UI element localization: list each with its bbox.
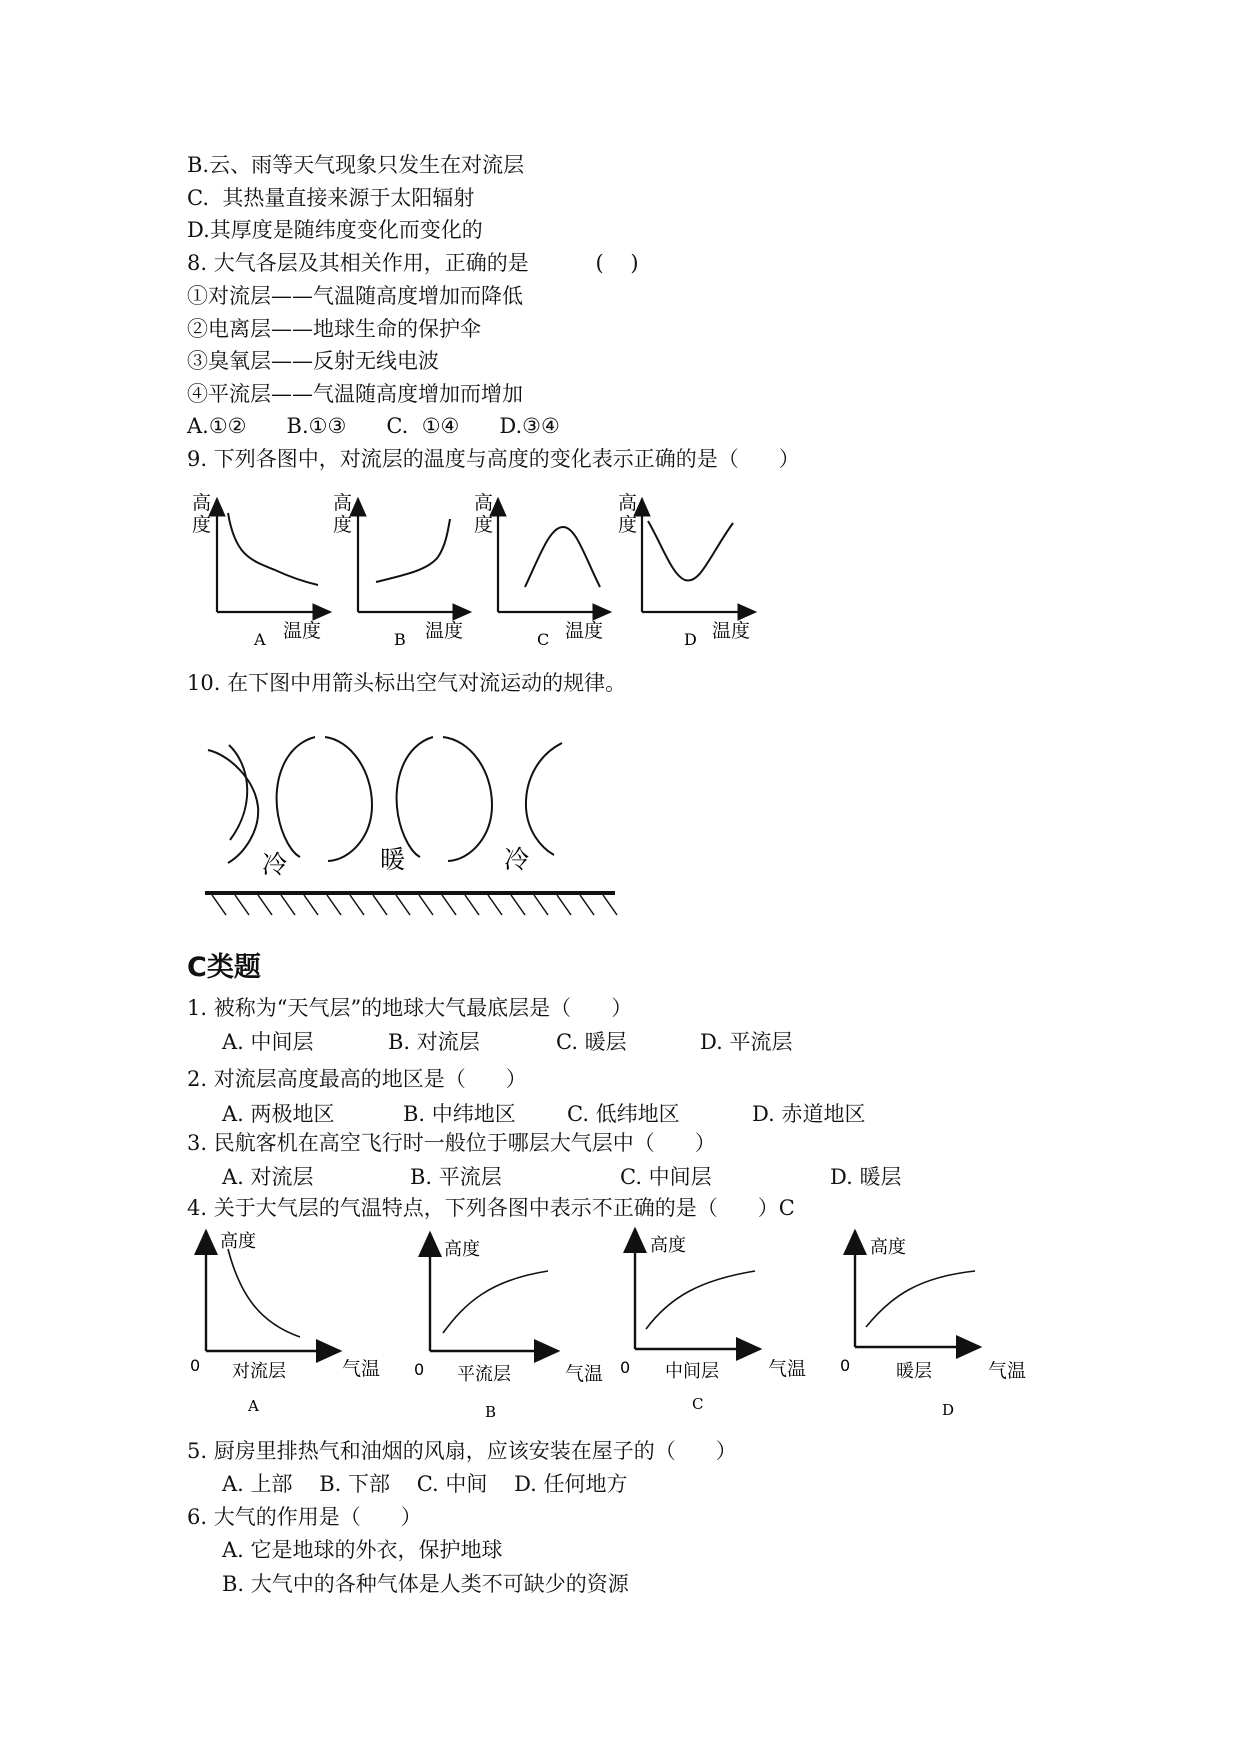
graph-letter: C xyxy=(537,630,550,649)
cell-1-right-arc xyxy=(325,737,372,861)
c-q4-graph-c xyxy=(620,1229,806,1413)
hatch-mark xyxy=(419,895,433,915)
graph-letter: A xyxy=(248,1397,259,1415)
layer-label: 对流层 xyxy=(232,1361,286,1382)
left-cell-upper-arc xyxy=(229,745,247,840)
y-label: 高度 xyxy=(870,1237,906,1258)
left-cell-arc xyxy=(208,750,258,863)
x-label: 气温 xyxy=(768,1358,807,1380)
x-label: 温度 xyxy=(425,620,464,642)
question-10: 10. 在下图中用箭头标出空气对流运动的规律。 xyxy=(187,671,627,695)
c-q6-option-a: A. 它是地球的外衣，保护地球 xyxy=(222,1538,503,1562)
question-8: 8. 大气各层及其相关作用，正确的是 ( ) xyxy=(187,251,639,275)
c-q4-graph-a xyxy=(190,1231,380,1415)
curve xyxy=(646,1271,755,1329)
option-b-q7: B.云、雨等天气现象只发生在对流层 xyxy=(187,153,525,177)
c-q2-option-a: A. 两极地区 xyxy=(222,1102,335,1126)
option-d-q7: D.其厚度是随纬度变化而变化的 xyxy=(187,218,483,242)
hatch-mark xyxy=(511,895,525,915)
curve xyxy=(228,1249,300,1337)
c-question-3: 3. 民航客机在高空飞行时一般位于哪层大气层中（ ） xyxy=(187,1131,716,1155)
label-cold-right: 冷 xyxy=(504,845,530,874)
graph-letter: B xyxy=(394,630,406,649)
right-cell-arc xyxy=(526,743,562,855)
c-question-1: 1. 被称为“天气层”的地球大气最底层是（ ） xyxy=(187,996,633,1020)
x-label: 温度 xyxy=(565,620,604,642)
curve xyxy=(648,521,733,581)
q9-graph-c xyxy=(474,492,610,649)
hatch-mark xyxy=(258,895,272,915)
c-q3-option-d: D. 暖层 xyxy=(830,1165,902,1189)
curve xyxy=(228,513,318,585)
hatch-mark xyxy=(235,895,249,915)
c-q3-option-c: C. 中间层 xyxy=(620,1165,712,1189)
cell-2-right-arc xyxy=(443,737,492,861)
q9-graph-a xyxy=(192,492,330,649)
question-9: 9. 下列各图中，对流层的温度与高度的变化表示正确的是（ ） xyxy=(187,447,800,471)
ground-hatching xyxy=(212,895,617,915)
cell-1-left-arc xyxy=(277,737,315,857)
y-label-bottom: 度 xyxy=(474,514,494,536)
hatch-mark xyxy=(580,895,594,915)
c-q1-option-d: D. 平流层 xyxy=(700,1030,793,1054)
y-label-top: 高 xyxy=(474,492,494,514)
c-q5-options: A. 上部 B. 下部 C. 中间 D. 任何地方 xyxy=(222,1472,628,1496)
label-cold-left: 冷 xyxy=(262,850,288,879)
c-q2-option-c: C. 低纬地区 xyxy=(567,1102,680,1126)
c-q1-option-b: B. 对流层 xyxy=(388,1030,480,1054)
y-label: 高度 xyxy=(220,1231,256,1252)
y-label: 高度 xyxy=(444,1239,480,1260)
y-label: 高度 xyxy=(650,1235,686,1256)
hatch-mark xyxy=(534,895,548,915)
y-label-top: 高 xyxy=(192,492,212,514)
section-c-heading: C类题 xyxy=(187,952,261,983)
c-question-2: 2. 对流层高度最高的地区是（ ） xyxy=(187,1067,527,1091)
x-label: 温度 xyxy=(712,620,751,642)
x-label: 气温 xyxy=(565,1363,604,1385)
y-label-top: 高 xyxy=(618,492,638,514)
q8-statement-2: ②电离层——地球生命的保护伞 xyxy=(187,317,481,341)
hatch-mark xyxy=(442,895,456,915)
graph-letter: B xyxy=(485,1403,497,1421)
y-label-bottom: 度 xyxy=(192,514,212,536)
origin-label: 0 xyxy=(190,1356,201,1375)
q8-statement-1: ①对流层——气温随高度增加而降低 xyxy=(187,284,523,308)
curve xyxy=(525,527,600,587)
c-q6-option-b: B. 大气中的各种气体是人类不可缺少的资源 xyxy=(222,1572,629,1596)
layer-label: 暖层 xyxy=(896,1361,932,1382)
c-question-5: 5. 厨房里排热气和油烟的风扇，应该安装在屋子的（ ） xyxy=(187,1439,737,1463)
origin-label: 0 xyxy=(840,1356,851,1375)
y-label-bottom: 度 xyxy=(333,514,353,536)
q8-statement-4: ④平流层——气温随高度增加而增加 xyxy=(187,382,523,406)
q8-options: A.①② B.①③ C. ①④ D.③④ xyxy=(187,414,560,438)
curve xyxy=(443,1271,548,1333)
origin-label: 0 xyxy=(620,1358,631,1377)
label-warm: 暖 xyxy=(380,845,406,874)
c-question-6: 6. 大气的作用是（ ） xyxy=(187,1505,422,1529)
c-q4-graphs xyxy=(180,1225,1060,1425)
x-label: 气温 xyxy=(988,1360,1027,1382)
y-label-top: 高 xyxy=(333,492,353,514)
q8-statement-3: ③臭氧层——反射无线电波 xyxy=(187,349,439,373)
c-q4-graph-b xyxy=(414,1233,603,1421)
graph-letter: D xyxy=(942,1401,955,1419)
c-q3-option-a: A. 对流层 xyxy=(222,1165,314,1189)
hatch-mark xyxy=(373,895,387,915)
layer-label: 平流层 xyxy=(457,1364,511,1385)
x-label: 气温 xyxy=(342,1358,381,1380)
cell-2-left-arc xyxy=(397,737,433,857)
q9-graph-d xyxy=(618,492,755,649)
hatch-mark xyxy=(603,895,617,915)
c-q3-option-b: B. 平流层 xyxy=(410,1165,502,1189)
curve xyxy=(866,1271,975,1327)
c-q1-option-a: A. 中间层 xyxy=(222,1030,314,1054)
q9-graphs xyxy=(180,485,780,655)
curve xyxy=(376,519,450,582)
layer-label: 中间层 xyxy=(665,1361,719,1382)
x-label: 温度 xyxy=(283,620,322,642)
option-c-q7: C. 其热量直接来源于太阳辐射 xyxy=(187,186,475,210)
y-label-bottom: 度 xyxy=(618,514,638,536)
q10-convection-diagram xyxy=(200,725,620,925)
c-q4-graph-d xyxy=(840,1231,1026,1419)
c-q1-option-c: C. 暖层 xyxy=(556,1030,627,1054)
hatch-mark xyxy=(465,895,479,915)
q9-graph-b xyxy=(333,492,470,649)
c-q2-option-d: D. 赤道地区 xyxy=(752,1102,866,1126)
hatch-mark xyxy=(350,895,364,915)
hatch-mark xyxy=(396,895,410,915)
hatch-mark xyxy=(281,895,295,915)
origin-label: 0 xyxy=(414,1360,425,1379)
hatch-mark xyxy=(488,895,502,915)
c-question-4: 4. 关于大气层的气温特点，下列各图中表示不正确的是（ ）C xyxy=(187,1196,795,1220)
hatch-mark xyxy=(212,895,226,915)
graph-letter: C xyxy=(692,1395,704,1413)
c-q2-option-b: B. 中纬地区 xyxy=(403,1102,516,1126)
hatch-mark xyxy=(304,895,318,915)
graph-letter: A xyxy=(254,630,266,649)
graph-letter: D xyxy=(684,630,697,649)
hatch-mark xyxy=(327,895,341,915)
hatch-mark xyxy=(557,895,571,915)
